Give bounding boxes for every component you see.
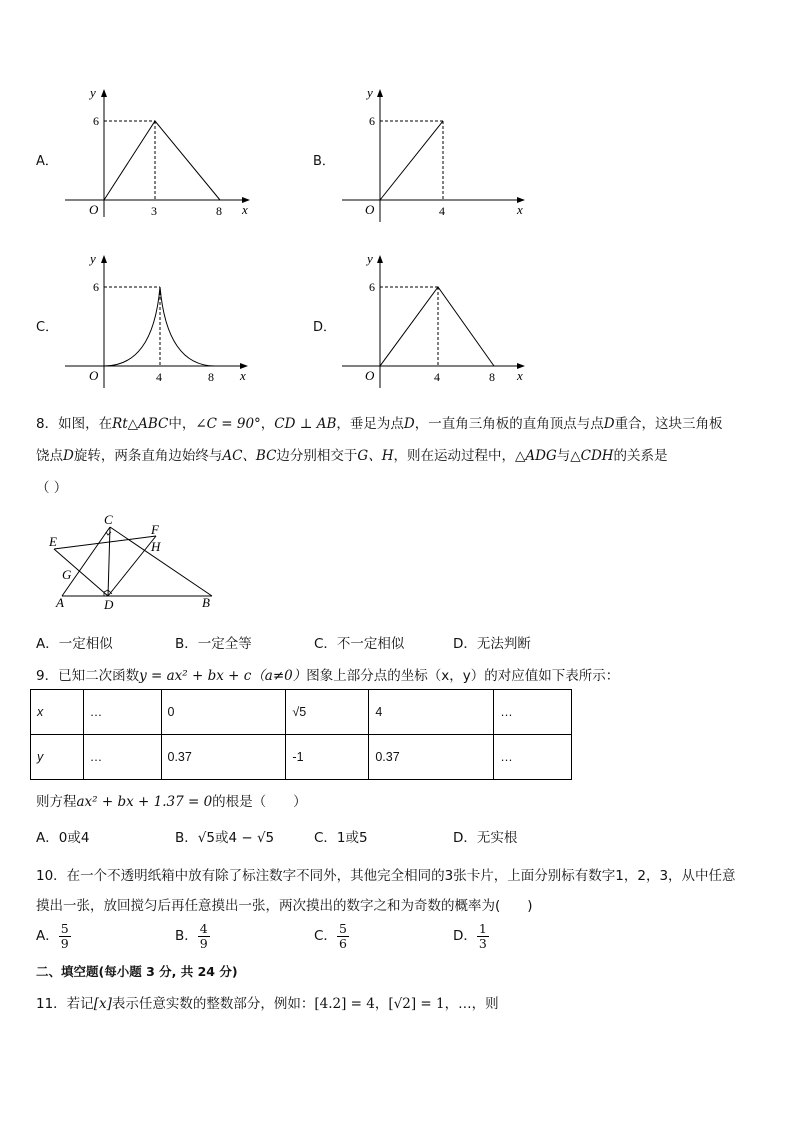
q9-option-d: D．无实根: [453, 830, 518, 846]
q9-value-table: [30, 689, 572, 780]
label-g: G: [62, 567, 72, 582]
x-label: x: [517, 368, 523, 383]
q9-option-a: A．0或4: [36, 830, 90, 846]
q8-option-d: D．无法判断: [453, 636, 531, 652]
table-cell: x: [31, 690, 84, 735]
table-cell: y: [31, 735, 84, 780]
label-b: B: [202, 595, 210, 610]
label-e: E: [49, 534, 57, 549]
q9-function: y = ax² + bx + c（a≠0）: [139, 668, 307, 684]
q8-angle-c: ∠C = 90°: [195, 416, 261, 432]
origin-label: O: [89, 368, 99, 383]
q11-bracket: [: [388, 996, 394, 1012]
denominator: 9: [199, 936, 208, 951]
fraction: [59, 922, 71, 951]
denominator: 9: [60, 936, 69, 951]
q8-text: 的关系是: [613, 448, 668, 464]
y-tick-6: 6: [93, 280, 99, 294]
option-d-label: D．: [313, 320, 337, 335]
q8-text: 中，: [168, 416, 196, 432]
table-cell: …: [83, 735, 161, 780]
q8-text: 重合，这块三角板: [614, 416, 723, 432]
q9-option-b-value: √5或4 − √5: [197, 830, 275, 846]
q10-line2: 摸出一张，放回搅匀后再任意摸出一张，两次摸出的数字之和为奇数的概率为( ): [36, 898, 533, 914]
q8-text: 旋转，两条直角边始终与: [73, 448, 223, 464]
triangle-hypotenuse: [54, 536, 156, 549]
option-b-label: B．: [313, 154, 335, 169]
table-cell: 0: [161, 690, 286, 735]
q11-line: [36, 994, 499, 1014]
y-label: y: [367, 251, 373, 266]
y-axis-arrow: [101, 255, 107, 263]
q10-option-label: B．: [175, 928, 198, 944]
denominator: 3: [478, 936, 487, 951]
q11-text: 表示任意实数的整数部分，例如：: [111, 996, 315, 1012]
q8-triangle-adg: △ADG: [514, 448, 557, 464]
graph-line: [380, 287, 494, 366]
q9-question: [36, 792, 307, 812]
q9-text: 的根是（ ）: [212, 794, 307, 810]
q8-text: 饶点: [36, 448, 63, 464]
q9-text: 则方程: [36, 794, 77, 810]
segment-bc: [110, 527, 212, 596]
q11-floor-x: [x]: [93, 996, 112, 1012]
y-label: y: [90, 85, 96, 100]
segment-ac: [62, 527, 110, 596]
graph-c: [60, 248, 260, 388]
y-label: y: [367, 85, 373, 100]
y-axis-arrow: [377, 255, 383, 263]
label-a: A: [56, 595, 64, 610]
q8-line1: [36, 414, 723, 434]
label-f: F: [151, 522, 159, 537]
q8-triangle-cdh: △CDH: [570, 448, 614, 464]
origin-label: O: [89, 202, 99, 217]
fraction: [337, 922, 349, 951]
table-cell: …: [83, 690, 161, 735]
q8-rt-abc: Rt△ABC: [112, 416, 169, 432]
triangle-leg-2: [108, 536, 156, 596]
q10-option-label: D．: [453, 928, 477, 944]
numerator: 5: [60, 921, 69, 936]
q8-line2: [36, 446, 668, 466]
q10-option-a: [36, 922, 71, 951]
q8-text: ，一直角三角板的直角顶点与点: [414, 416, 604, 432]
option-a-label: A．: [36, 154, 58, 169]
q9-text: 图象上部分点的坐标（x，y）的对应值如下表所示：: [306, 668, 620, 684]
table-cell: 0.37: [369, 735, 494, 780]
x-label: x: [517, 202, 523, 217]
q8-point-d: D: [403, 416, 415, 432]
q9-text: 9．已知二次函数: [36, 668, 140, 684]
q11-sqrt2: √2: [393, 996, 411, 1012]
q8-option-a: A．一定相似: [36, 636, 113, 652]
y-axis-arrow: [101, 89, 107, 97]
q10-option-b: [175, 922, 210, 951]
graph-b: [337, 82, 537, 222]
q8-point-d: D: [63, 448, 74, 464]
graph-a: [60, 82, 260, 222]
numerator: 5: [338, 921, 347, 936]
y-tick-6: 6: [369, 280, 375, 294]
table-cell: √5: [286, 690, 369, 735]
table-cell: 0.37: [161, 735, 286, 780]
q8-cd-perp-ab: CD ⊥ AB: [274, 416, 337, 432]
y-tick-6: 6: [369, 114, 375, 128]
x-tick-4: 4: [439, 204, 445, 218]
x-tick-4: 4: [156, 370, 162, 384]
graph-d: [337, 248, 537, 388]
label-d: D: [104, 597, 114, 612]
q9-equation: ax² + bx + 1.37 = 0: [76, 794, 213, 810]
q10-option-d: [453, 922, 489, 951]
origin-label: O: [365, 202, 375, 217]
q8-paren: （ ）: [36, 480, 68, 496]
q11-text: 11．若记: [36, 996, 94, 1012]
q8-option-b: B．一定全等: [175, 636, 252, 652]
q8-g-h: G、H: [357, 448, 394, 464]
x-tick-8: 8: [489, 370, 495, 384]
label-h: H: [151, 539, 161, 554]
q9-option-c: C．1或5: [314, 830, 368, 846]
table-row: [31, 735, 572, 780]
q8-option-c: C．不一定相似: [314, 636, 405, 652]
y-label: y: [90, 251, 96, 266]
option-c-label: C．: [36, 320, 59, 335]
numerator: 1: [478, 921, 487, 936]
q11-text: ，…，则: [444, 996, 499, 1012]
table-row: [31, 690, 572, 735]
q10-option-c: [314, 922, 349, 951]
q8-ac-bc: AC、BC: [222, 448, 277, 464]
q11-text: ，: [374, 996, 389, 1012]
q8-text: ，垂足为点: [336, 416, 404, 432]
q8-text: 边分别相交于: [276, 448, 358, 464]
q9-option-b-label: B．: [175, 830, 198, 846]
x-tick-8: 8: [216, 204, 222, 218]
x-label: x: [242, 202, 248, 217]
x-tick-3: 3: [151, 204, 157, 218]
table-cell: …: [494, 690, 572, 735]
q8-point-d: D: [603, 416, 615, 432]
q9-intro: [36, 666, 619, 686]
q9-option-b: [175, 828, 274, 848]
graph-line: [104, 121, 220, 200]
q8-figure: [40, 510, 225, 615]
q8-text: ，: [260, 416, 275, 432]
table-cell: …: [494, 735, 572, 780]
table-cell: 4: [369, 690, 494, 735]
q11-example-1: [4.2] = 4: [314, 996, 375, 1012]
fraction: [477, 922, 489, 951]
q8-text: 8．如图，在: [36, 416, 113, 432]
q8-text: 与: [556, 448, 571, 464]
numerator: 4: [199, 921, 208, 936]
y-axis-arrow: [377, 89, 383, 97]
y-tick-6: 6: [93, 114, 99, 128]
q8-text: ，则在运动过程中，: [393, 448, 515, 464]
graph-line: [380, 121, 443, 200]
q11-example-2: ] = 1: [410, 996, 445, 1012]
q10-option-label: A．: [36, 928, 59, 944]
segment-cd: [108, 527, 110, 596]
q10-option-label: C．: [314, 928, 337, 944]
x-tick-4: 4: [434, 370, 440, 384]
table-cell: -1: [286, 735, 369, 780]
label-c: C: [104, 512, 113, 527]
section-title: 二、填空题(每小题 3 分, 共 24 分): [36, 964, 238, 979]
x-tick-8: 8: [208, 370, 214, 384]
x-label: x: [240, 368, 246, 383]
denominator: 6: [338, 936, 347, 951]
q10-line1: 10．在一个不透明纸箱中放有除了标注数字不同外，其他完全相同的3张卡片，上面分别标有数字1，2，3，从中任意: [36, 868, 736, 884]
origin-label: O: [365, 368, 375, 383]
fraction: [198, 922, 210, 951]
